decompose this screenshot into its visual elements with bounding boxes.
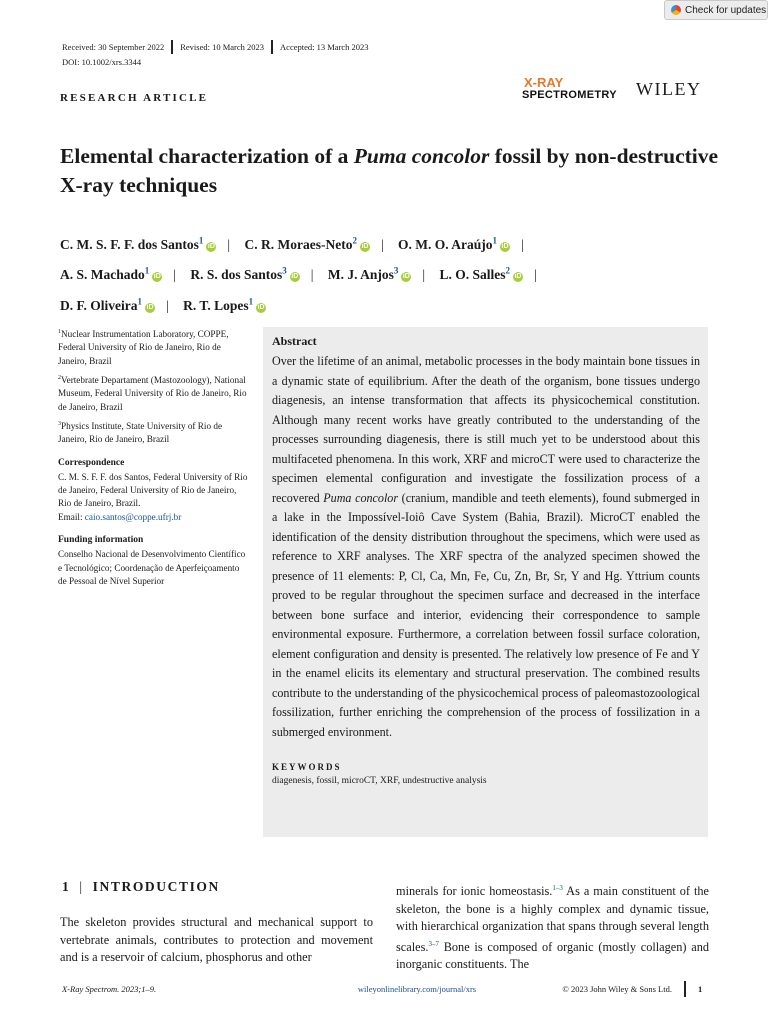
divider [271, 40, 273, 54]
author-list [60, 227, 740, 319]
author[interactable]: C. M. S. F. F. dos Santos$^1$ [60, 235, 204, 252]
doi: DOI: 10.1002/xrs.3344 [62, 57, 142, 67]
divider [684, 981, 686, 997]
abstract-text: Over the lifetime of an animal, metabolic processes in the body maintain bone tissues in a dynamic state of equilibrium. After the death of the organism, bone tissues undergo diagenesis, an intense transformation that affects its physicochemical constitution. Although many recent works have greatly contributed to the understanding of the processes surrounding diagenesis, there is still much yet to be understood about this multifaceted phenomena. In this work, XRF and microCT were used to characterize the specimen elemental configuration and investigate the fossilization process of a recovered Puma concolor (cranium, mandible and teeth elements), found submerged in a lake in the Impossível-Ioiô Cave System (Bahia, Brazil). MicroCT enabled the identification of the density distribution throughout the specimens, which were used as reference to XRF analyses. The XRF spectra of the analyzed specimen showed the presence of 11 elements: P, Cl, Ca, Mn, Fe, Cu, Zn, Br, Sr, Y and Hg. Yttrium counts proved to be regular throughout the specimen surface and decreased in the interface between bone surface and interior, evidencing their correspondence to sample environmental exposure. Furthermore, a correlation between fossil surface coloration, element configuration and density is presented. The relatively low presence of Fe and Y in the enamel elicits its elementary and structural preservation. The combined results contribute to the understanding of the physicochemical process of paleomastozoological fossilization, further enriching the comprehension of the process of fossilization in a submerged environment. [272, 354, 700, 739]
author[interactable]: R. S. dos Santos$^3$ [190, 265, 287, 282]
author[interactable]: C. R. Moraes-Neto$^2$ [244, 235, 357, 252]
title-part1: Elemental characterization of a [60, 144, 354, 168]
accepted-date: Accepted: 13 March 2023 [280, 42, 369, 52]
body-text-left: The skeleton provides structural and mechanical support to vertebrate animals, contributes to protection and movement and is a reservoir of calcium, phosphorus and other [60, 915, 373, 964]
orcid-icon[interactable]: iD [361, 242, 369, 250]
orcid-icon[interactable]: iD [153, 273, 161, 280]
footer-url-link[interactable]: wileyonlinelibrary.com/journal/xrs [357, 984, 477, 994]
footer-copyright: © 2023 John Wiley & Sons Ltd. [562, 984, 672, 994]
author-line-3: D. F. Oliveira$^1$iD | R. T. Lopes$^1$iD [60, 296, 265, 313]
orcid-icon[interactable]: iD [501, 242, 509, 250]
reference-link[interactable]: 3–7 [428, 939, 439, 948]
revised-date: Revised: 10 March 2023 [180, 42, 265, 52]
title-species: Puma concolor [353, 144, 490, 168]
author[interactable]: L. O. Salles$^2$ [439, 265, 510, 282]
funding-heading: Funding information [58, 535, 144, 546]
received-date: Received: 30 September 2022 [62, 42, 165, 52]
journal-logo [522, 77, 617, 101]
page-number: 1 [698, 984, 703, 994]
side-info-column [58, 326, 248, 588]
journal-logo-line1: X-RAY [524, 75, 564, 90]
affiliation: $^2$Vertebrate Departament (Mastozoology), National Museum, Federal University of Rio de Janeiro, Rio de Janeiro, Brazil [58, 374, 247, 412]
history-dates [62, 40, 369, 54]
keywords-heading: KEYWORDS [272, 762, 342, 772]
divider [171, 40, 173, 54]
journal-logo-line2: SPECTROMETRY [522, 89, 617, 101]
abstract-box [263, 327, 708, 837]
title-part2: fossil by non-destructive X-ray techniques [60, 144, 719, 197]
body-text-right: minerals for ionic homeostasis.$^{1-3}$ As a main constituent of the skeleton, the bone is a highly complex and dynamic tissue, with hierarchical organization that spans through several length scales.$^{3-7}$ Bone is composed of organic (mostly collagen) and inorganic constituents. The [396, 884, 709, 972]
email-link[interactable]: caio.santos@coppe.ufrj.br [84, 511, 182, 522]
article-title [60, 142, 720, 200]
crossmark-icon [671, 5, 681, 15]
author[interactable]: R. T. Lopes$^1$ [183, 296, 254, 313]
orcid-icon[interactable]: iD [146, 303, 154, 311]
publisher-logo: WILEY [636, 79, 702, 99]
author-line-1: C. M. S. F. F. dos Santos$^1$iD | C. R. Moraes-Neto$^2$iD | O. M. O. Araújo$^1$iD | [60, 235, 524, 252]
author[interactable]: M. J. Anjos$^3$ [327, 265, 399, 282]
abstract-heading: Abstract [272, 334, 317, 348]
check-for-updates-label: Check for updates [685, 4, 767, 16]
affiliation: $^3$Physics Institute, State University of Rio de Janeiro, Rio de Janeiro, Brazil [58, 420, 223, 445]
keywords-text: diagenesis, fossil, microCT, XRF, undestructive analysis [272, 776, 487, 786]
footer-journal: X-Ray Spectrom. 2023;1–9. [62, 984, 157, 994]
author[interactable]: O. M. O. Araújo$^1$ [398, 235, 498, 252]
funding-text: Conselho Nacional de Desenvolvimento Científico e Tecnológico; Coordenação de Aperfeiçoamento de Pessoal de Nível Superior [58, 549, 246, 586]
author[interactable]: A. S. Machado$^1$ [60, 265, 150, 282]
correspondence-text: C. M. S. F. F. dos Santos, Federal University of Rio de Janeiro, Federal University of Rio de Janeiro, Rio de Janeiro, Brazil. Email: caio.santos@coppe.ufrj.br [58, 471, 248, 522]
affiliation: $^1$Nuclear Instrumentation Laboratory, COPPE, Federal University of Rio de Janeiro, Rio de Janeiro, Brazil [58, 329, 229, 366]
orcid-icon[interactable]: iD [257, 303, 265, 311]
orcid-icon[interactable]: iD [207, 242, 215, 250]
check-for-updates-badge[interactable] [664, 0, 768, 20]
author[interactable]: D. F. Oliveira$^1$ [60, 296, 142, 313]
section-heading: 1 | INTRODUCTION [62, 879, 220, 894]
orcid-icon[interactable]: iD [514, 273, 522, 280]
correspondence-heading: Correspondence [58, 457, 125, 468]
orcid-icon[interactable]: iD [291, 273, 299, 280]
article-type: RESEARCH ARTICLE [60, 92, 209, 104]
page-footer [62, 981, 710, 997]
author-line-2: A. S. Machado$^1$iD | R. S. dos Santos$^3$iD | M. J. Anjos$^3$iD | L. O. Salles$^2$iD | [60, 265, 537, 282]
reference-link[interactable]: 1–3 [552, 884, 563, 892]
orcid-icon[interactable]: iD [402, 273, 410, 280]
